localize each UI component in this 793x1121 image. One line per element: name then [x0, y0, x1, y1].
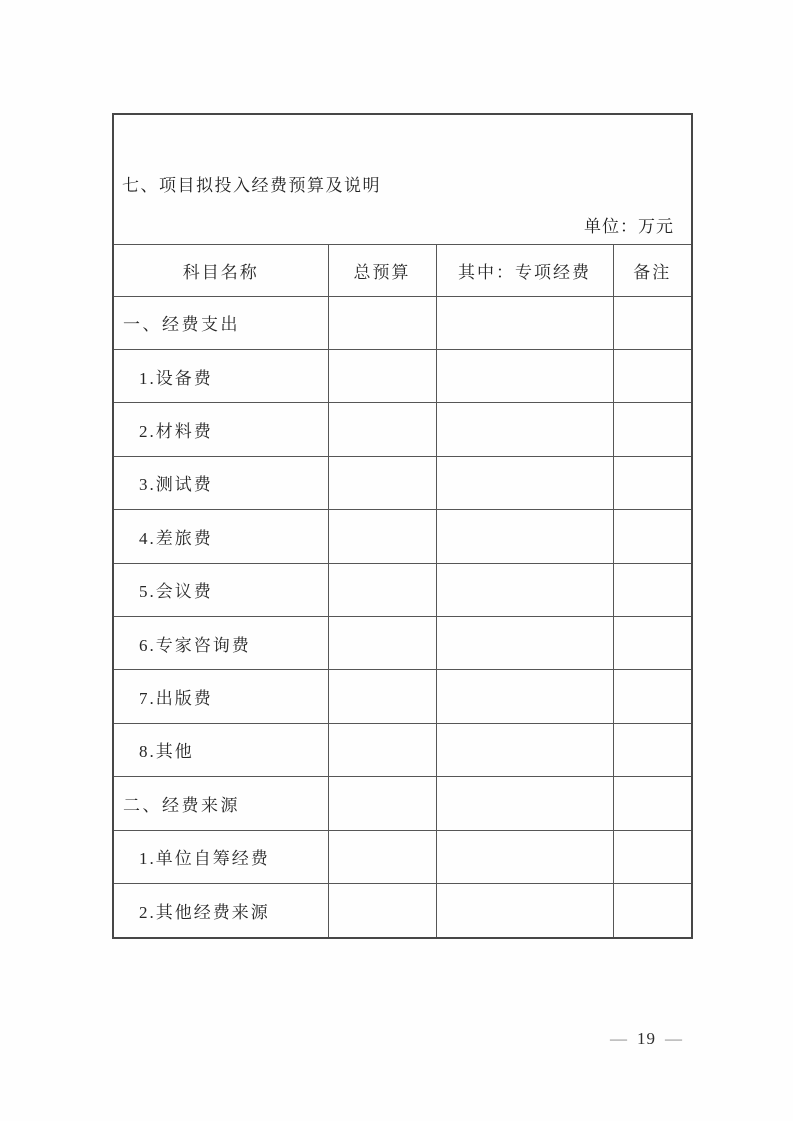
remarks-cell — [613, 563, 692, 616]
row-label: 1.单位自筹经费 — [113, 830, 328, 883]
total-budget-cell — [328, 456, 436, 509]
total-budget-cell — [328, 296, 436, 349]
row-label: 1.设备费 — [113, 349, 328, 402]
remarks-cell — [613, 777, 692, 830]
special-funds-cell — [436, 616, 613, 669]
remarks-cell — [613, 883, 692, 938]
table-header-row — [113, 244, 692, 296]
special-funds-cell — [436, 830, 613, 883]
table-row-other-funding-source — [113, 883, 692, 938]
header-total-budget: 总预算 — [328, 244, 436, 296]
row-label: 5.会议费 — [113, 563, 328, 616]
special-funds-cell — [436, 456, 613, 509]
row-label: 8.其他 — [113, 723, 328, 776]
remarks-cell — [613, 456, 692, 509]
special-funds-cell — [436, 510, 613, 563]
remarks-cell — [613, 616, 692, 669]
special-funds-cell — [436, 296, 613, 349]
remarks-cell — [613, 403, 692, 456]
total-budget-cell — [328, 777, 436, 830]
total-budget-cell — [328, 830, 436, 883]
row-label: 3.测试费 — [113, 456, 328, 509]
page-footer — [610, 1029, 683, 1049]
row-label: 7.出版费 — [113, 670, 328, 723]
special-funds-cell — [436, 670, 613, 723]
remarks-cell — [613, 723, 692, 776]
remarks-cell — [613, 670, 692, 723]
title-row — [113, 114, 692, 244]
row-label: 6.专家咨询费 — [113, 616, 328, 669]
special-funds-cell — [436, 349, 613, 402]
table-row-materials — [113, 403, 692, 456]
header-subject-name: 科目名称 — [113, 244, 328, 296]
total-budget-cell — [328, 616, 436, 669]
row-label: 2.材料费 — [113, 403, 328, 456]
remarks-cell — [613, 830, 692, 883]
table-row-testing — [113, 456, 692, 509]
special-funds-cell — [436, 883, 613, 938]
row-label: 2.其他经费来源 — [113, 883, 328, 938]
footer-dash-left: — — [610, 1029, 628, 1048]
total-budget-cell — [328, 349, 436, 402]
table-row-meetings — [113, 563, 692, 616]
title-cell — [113, 114, 692, 244]
table-row-expenditure-section — [113, 296, 692, 349]
table-row-publication — [113, 670, 692, 723]
table-row-self-raised-funds — [113, 830, 692, 883]
special-funds-cell — [436, 563, 613, 616]
total-budget-cell — [328, 723, 436, 776]
special-funds-cell — [436, 777, 613, 830]
table-row-other-expense — [113, 723, 692, 776]
total-budget-cell — [328, 883, 436, 938]
footer-dash-right: — — [665, 1029, 683, 1048]
budget-table — [112, 113, 693, 939]
row-label: 二、经费来源 — [113, 777, 328, 830]
unit-label: 单位：万元 — [584, 216, 674, 236]
section-title: 七、项目拟投入经费预算及说明 — [122, 176, 381, 196]
table-row-travel — [113, 510, 692, 563]
remarks-cell — [613, 296, 692, 349]
special-funds-cell — [436, 723, 613, 776]
total-budget-cell — [328, 563, 436, 616]
table-row-funding-source-section — [113, 777, 692, 830]
table-row-expert-consulting — [113, 616, 692, 669]
total-budget-cell — [328, 670, 436, 723]
table-row-equipment — [113, 349, 692, 402]
special-funds-cell — [436, 403, 613, 456]
total-budget-cell — [328, 510, 436, 563]
row-label: 4.差旅费 — [113, 510, 328, 563]
row-label: 一、经费支出 — [113, 296, 328, 349]
remarks-cell — [613, 510, 692, 563]
page-number: 19 — [637, 1029, 656, 1048]
header-remarks: 备注 — [613, 244, 692, 296]
remarks-cell — [613, 349, 692, 402]
total-budget-cell — [328, 403, 436, 456]
header-special-funds: 其中：专项经费 — [436, 244, 613, 296]
